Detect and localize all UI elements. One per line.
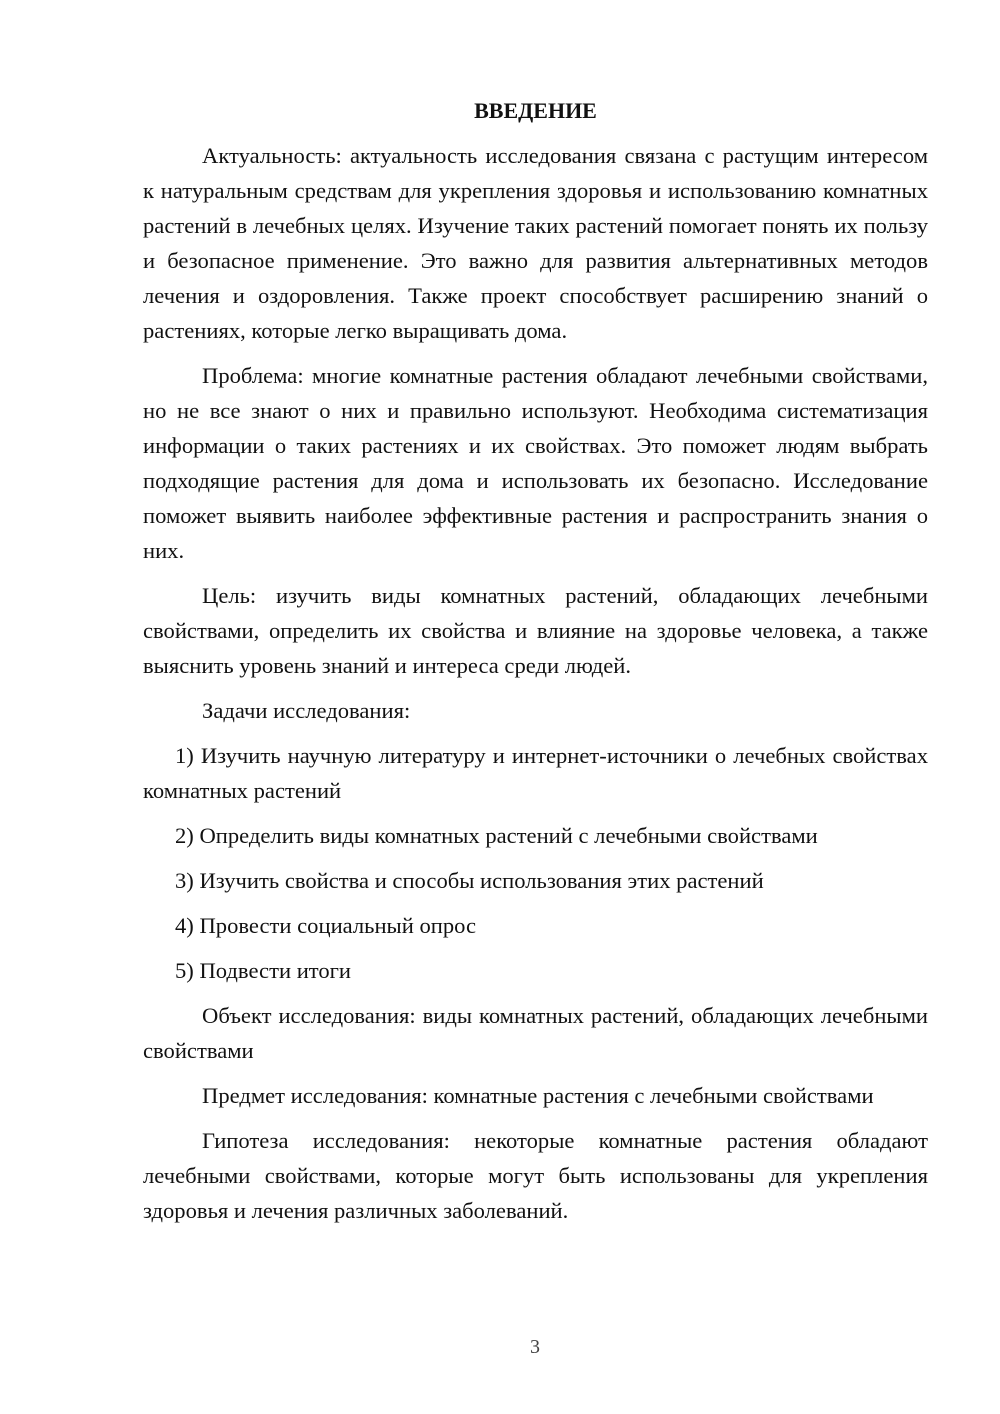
paragraph-object: Объект исследования: виды комнатных растений, обладающих лечебными свойствами bbox=[143, 1003, 928, 1063]
task-item: 1) Изучить научную литературу и интернет-источники о лечебных свойствах комнатных растений bbox=[143, 743, 928, 803]
paragraph-hypothesis: Гипотеза исследования: некоторые комнатные растения обладают лечебными свойствами, которые могут быть использованы для укрепления здоровья и лечения различных заболеваний. bbox=[143, 1128, 928, 1223]
task-item: 2) Определить виды комнатных растений с лечебными свойствами bbox=[175, 823, 818, 848]
tasks-heading: Задачи исследования: bbox=[202, 698, 411, 723]
paragraph-problem: Проблема: многие комнатные растения обладают лечебными свойствами, но не все знают о них и правильно используют. Необходима систематизация информации о таких растениях и их свойствах. Это поможет людям выбрать подходящие растения для дома и использовать их безопасно. Исследование поможет выявить наиболее эффективные растения и распространить знания о них. bbox=[143, 363, 928, 563]
page-title: ВВЕДЕНИЕ bbox=[474, 98, 597, 123]
paragraph-goal: Цель: изучить виды комнатных растений, обладающих лечебными свойствами, определить их свойства и влияние на здоровье человека, а также выяснить уровень знаний и интереса среди людей. bbox=[143, 583, 928, 678]
page-content bbox=[143, 94, 928, 1238]
task-item: 3) Изучить свойства и способы использования этих растений bbox=[175, 868, 764, 893]
page-number: 3 bbox=[530, 1336, 540, 1358]
task-item: 5) Подвести итоги bbox=[175, 958, 352, 983]
paragraph-subject: Предмет исследования: комнатные растения с лечебными свойствами bbox=[202, 1083, 874, 1108]
task-item: 4) Провести социальный опрос bbox=[175, 913, 477, 938]
tasks-list bbox=[143, 738, 928, 988]
paragraph-relevance: Актуальность: актуальность исследования связана с растущим интересом к натуральным средствам для укрепления здоровья и использованию комнатных растений в лечебных целях. Изучение таких растений помогает понять их пользу и безопасное применение. Это важно для развития альтернативных методов лечения и оздоровления. Также проект способствует расширению знаний о растениях, которые легко выращивать дома. bbox=[143, 143, 928, 343]
